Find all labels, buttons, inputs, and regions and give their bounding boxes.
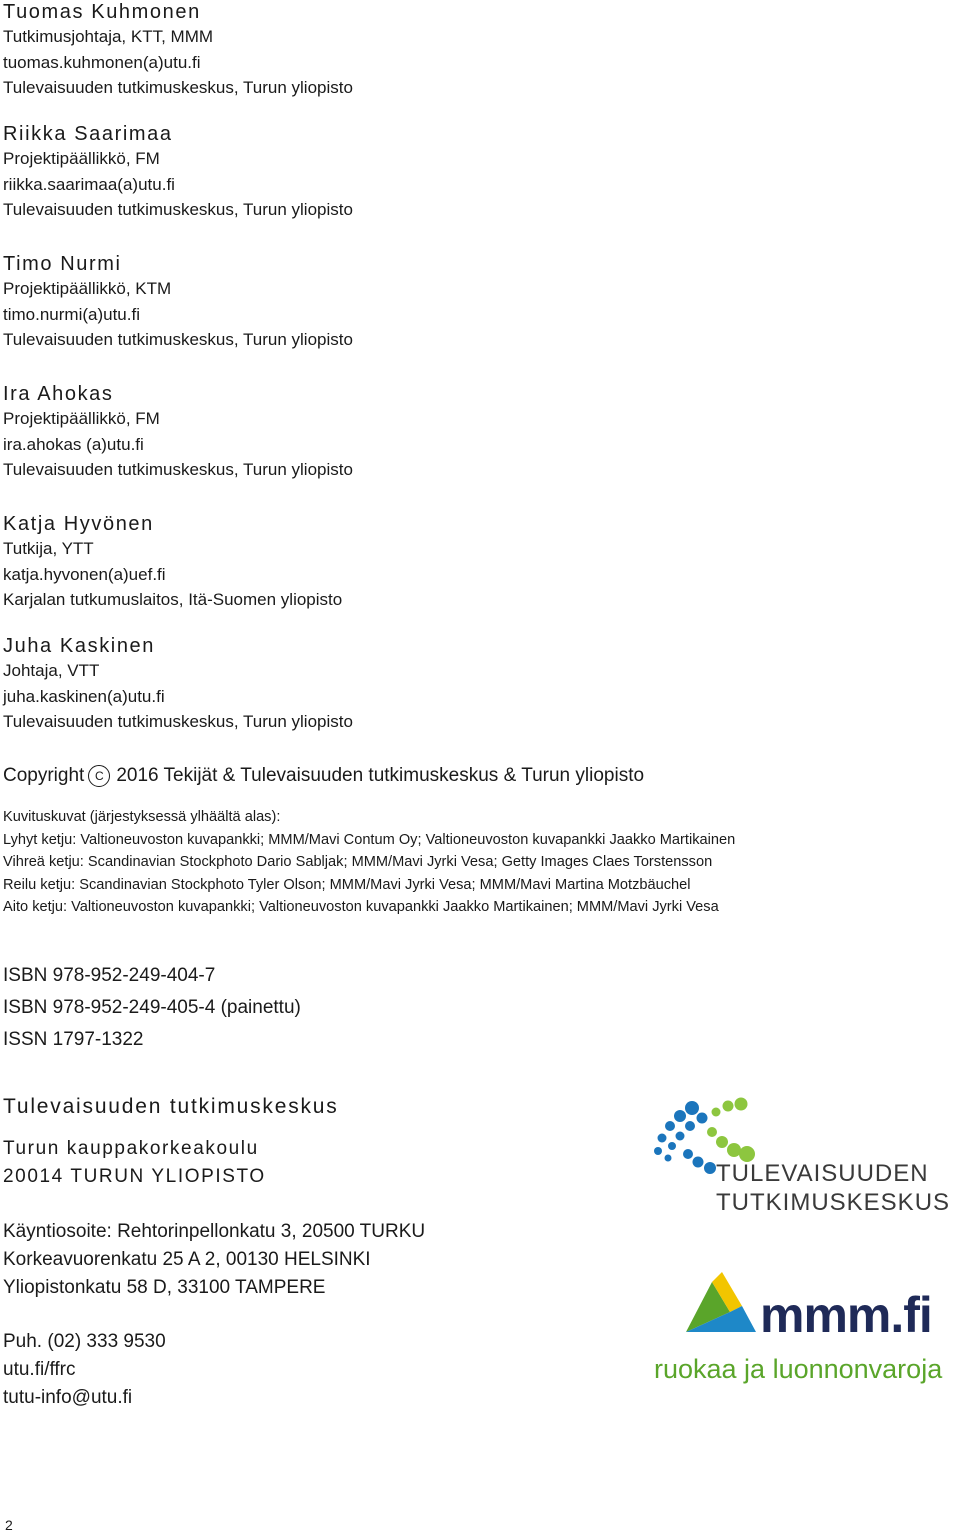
person-affiliation: Tulevaisuuden tutkimuskeskus, Turun yliopisto xyxy=(3,330,353,349)
person-title: Tutkija, YTT xyxy=(3,539,94,558)
page-number: 2 xyxy=(5,1517,13,1533)
copyright-icon: C xyxy=(88,765,110,787)
person-name: Riikka Saarimaa xyxy=(3,123,173,145)
person-title: Projektipäällikkö, FM xyxy=(3,149,160,168)
address-line: Yliopistonkatu 58 D, 33100 TAMPERE xyxy=(3,1277,326,1298)
person-affiliation: Tulevaisuuden tutkimuskeskus, Turun yliopisto xyxy=(3,200,353,219)
address-line: Käyntiosoite: Rehtorinpellonkatu 3, 20500 TURKU xyxy=(3,1221,426,1242)
person-affiliation: Tulevaisuuden tutkimuskeskus, Turun yliopisto xyxy=(3,460,353,479)
mmm-triangle-icon xyxy=(686,1272,758,1334)
organization-postal: 20014 TURUN YLIOPISTO xyxy=(3,1166,266,1187)
logo-text-line2: TUTKIMUSKESKUS xyxy=(716,1189,951,1216)
person-block xyxy=(3,122,643,223)
isbn-print: ISBN 978-952-249-405-4 (painettu) xyxy=(3,997,301,1018)
address-block xyxy=(3,1218,425,1302)
credits-line: Aito ketju: Valtioneuvoston kuvapankki; Valtioneuvoston kuvapankki Jaakko Martikainen; MMM/Mavi Jyrki Vesa xyxy=(3,899,719,915)
credits-line: Reilu ketju: Scandinavian Stockphoto Tyler Olson; MMM/Mavi Jyrki Vesa; MMM/Mavi Martina Motzbäuchel xyxy=(3,876,691,893)
person-email: ira.ahokas (a)utu.fi xyxy=(3,434,144,454)
person-name: Tuomas Kuhmonen xyxy=(3,1,201,23)
organization-unit: Turun kauppakorkeakoulu xyxy=(3,1138,259,1159)
tulevaisuuden-tutkimuskeskus-logo xyxy=(650,1096,950,1221)
copyright-prefix: Copyright xyxy=(3,765,85,786)
person-title: Johtaja, VTT xyxy=(3,661,100,680)
person-affiliation: Karjalan tutkumuslaitos, Itä-Suomen yliopisto xyxy=(3,590,343,609)
person-block xyxy=(3,512,643,613)
identifiers xyxy=(3,960,301,1056)
email-link[interactable]: tutu-info@utu.fi xyxy=(3,1387,133,1408)
person-title: Projektipäällikkö, KTM xyxy=(3,279,172,298)
person-email: timo.nurmi(a)utu.fi xyxy=(3,304,140,324)
person-name: Timo Nurmi xyxy=(3,253,122,275)
organization-block xyxy=(3,1093,339,1191)
logo-text-line1: TULEVAISUUDEN xyxy=(716,1160,929,1187)
credits-line: Vihreä ketju: Scandinavian Stockphoto Dario Sabljak; MMM/Mavi Jyrki Vesa; Getty Images Claes Torstensson xyxy=(3,854,713,870)
copyright-text: 2016 Tekijät & Tulevaisuuden tutkimuskeskus & Turun yliopisto xyxy=(116,765,645,786)
isbn-online: ISBN 978-952-249-404-7 xyxy=(3,965,216,986)
person-name: Juha Kaskinen xyxy=(3,635,156,657)
image-credits xyxy=(3,806,735,919)
mmm-logo xyxy=(650,1272,960,1392)
person-block xyxy=(3,252,643,353)
person-block xyxy=(3,634,643,735)
mmm-tagline: ruokaa ja luonnonvaroja xyxy=(654,1354,943,1384)
person-name: Ira Ahokas xyxy=(3,383,114,405)
person-block xyxy=(3,0,643,101)
address-line: Korkeavuorenkatu 25 A 2, 00130 HELSINKI xyxy=(3,1249,371,1270)
person-block xyxy=(3,382,643,483)
person-title: Tutkimusjohtaja, KTT, MMM xyxy=(3,27,214,46)
person-email: juha.kaskinen(a)utu.fi xyxy=(3,686,165,706)
person-name: Katja Hyvönen xyxy=(3,513,154,535)
person-email: riikka.saarimaa(a)utu.fi xyxy=(3,174,175,194)
person-title: Projektipäällikkö, FM xyxy=(3,409,160,428)
website-link[interactable]: utu.fi/ffrc xyxy=(3,1359,76,1380)
phone: Puh. (02) 333 9530 xyxy=(3,1331,166,1352)
contact-block xyxy=(3,1328,166,1412)
credits-line: Lyhyt ketju: Valtioneuvoston kuvapankki; MMM/Mavi Contum Oy; Valtioneuvoston kuvapankki Jaakko Martikainen xyxy=(3,831,736,848)
person-affiliation: Tulevaisuuden tutkimuskeskus, Turun yliopisto xyxy=(3,712,353,731)
person-affiliation: Tulevaisuuden tutkimuskeskus, Turun yliopisto xyxy=(3,78,353,97)
person-email: katja.hyvonen(a)uef.fi xyxy=(3,564,166,584)
mmm-wordmark: mmm.fi xyxy=(760,1287,932,1343)
organization-name: Tulevaisuuden tutkimuskeskus xyxy=(3,1095,339,1118)
person-email: tuomas.kuhmonen(a)utu.fi xyxy=(3,52,201,72)
copyright-line xyxy=(3,765,644,787)
issn: ISSN 1797-1322 xyxy=(3,1029,144,1050)
credits-heading: Kuvituskuvat (järjestyksessä ylhäältä alas): xyxy=(3,809,281,825)
